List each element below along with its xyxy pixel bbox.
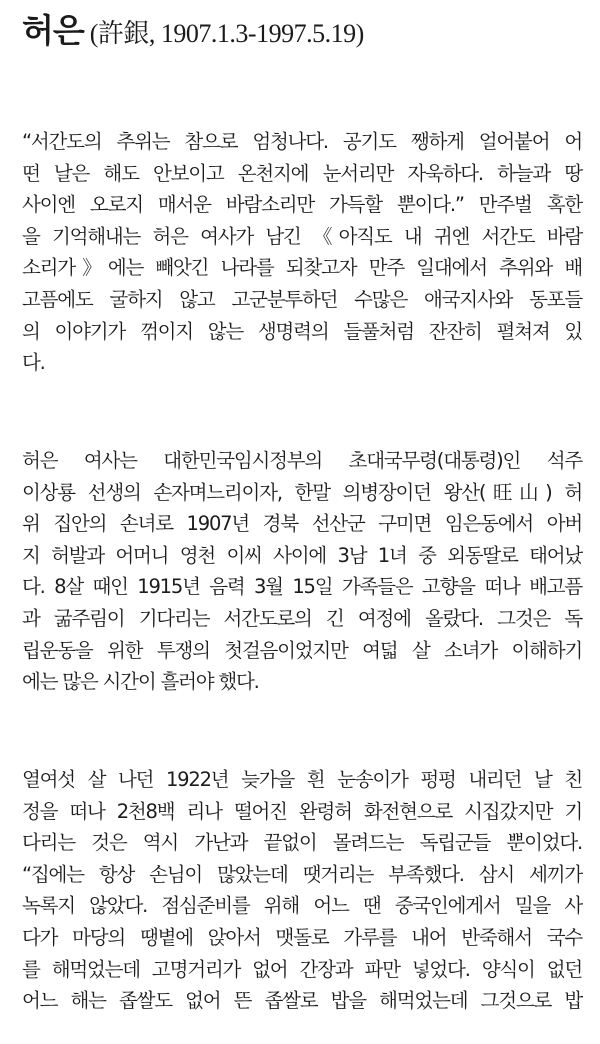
text-line: 립운동을 위한 투쟁의 첫걸음이었지만 여덟 살 소녀가 이해하기 (22, 638, 582, 662)
person-name: 허은 (22, 11, 84, 50)
paragraph-3 (22, 764, 582, 1017)
person-dates: (許銀, 1907.1.3-1997.5.19) (89, 19, 364, 48)
text-line: 의 이야기가 꺾이지 않는 생명력의 들풀처럼 잔잔히 펼쳐져 있 (22, 319, 582, 343)
paragraph-1 (22, 126, 582, 379)
text-line: 을 기억해내는 허은 여사가 남긴 《아직도 내 귀엔 서간도 바람 (22, 224, 582, 248)
text-line: 를 해먹었는데 고명거리가 없어 간장과 파만 넣었다. 양식이 없던 (22, 957, 582, 981)
text-line: 다. 8살 때인 1915년 음력 3월 15일 가족들은 고향을 떠나 배고픔 (22, 575, 582, 599)
text-line: 어느 해는 좁쌀도 없어 뜬 좁쌀로 밥을 해먹었는데 그것으로 밥 (22, 989, 582, 1013)
page-title (22, 11, 364, 50)
text-line: 사이엔 오로지 매서운 바람소리만 가득할 뿐이다.” 만주벌 혹한 (22, 193, 582, 217)
text-line: 허은 여사는 대한민국임시정부의 초대국무령(대통령)인 석주 (22, 449, 582, 472)
text-line: 지 허발과 어머니 영천 이씨 사이에 3남 1녀 중 외동딸로 태어났 (22, 543, 582, 567)
text-line: 소리가》에는 빼앗긴 나라를 되찾고자 만주 일대에서 추위와 배 (22, 256, 582, 280)
text-line: 에는 많은 시간이 흘러야 했다. (22, 670, 259, 694)
text-line: 정을 떠나 2천8백 리나 떨어진 완령허 화전현으로 시집갔지만 기 (22, 799, 582, 823)
text-line: 고픔에도 굴하지 않고 고군분투하던 수많은 애국지사와 동포들 (22, 287, 582, 311)
text-line: 열여섯 살 나던 1922년 늦가을 흰 눈송이가 펑펑 내리던 날 친 (22, 768, 582, 791)
text-line: 녹록지 않았다. 점심준비를 위해 어느 땐 중국인에게서 밀을 사 (22, 894, 582, 918)
paragraph-2 (22, 445, 582, 698)
text-line: 과 굶주림이 기다리는 서간도로의 긴 여정에 올랐다. 그것은 독 (22, 606, 582, 630)
text-line: 위 집안의 손녀로 1907년 경북 선산군 구미면 임은동에서 아버 (22, 512, 582, 536)
text-line: “집에는 항상 손님이 많았는데 땟거리는 부족했다. 삼시 세끼가 (22, 862, 582, 886)
text-line: 떤 날은 해도 안보이고 온천지에 눈서리만 자욱하다. 하늘과 땅 (22, 161, 582, 185)
text-line: 이상룡 선생의 손자며느리이자, 한말 의병장이던 왕산(旺山) 허 (22, 480, 582, 504)
text-line: “서간도의 추위는 참으로 엄청나다. 공기도 쨍하게 얼어붙어 어 (22, 130, 582, 153)
text-line: 다. (22, 351, 45, 375)
text-line: 다가 마당의 땡볕에 앉아서 맷돌로 가루를 내어 반죽해서 국수 (22, 925, 582, 949)
text-line: 다리는 것은 역시 가난과 끝없이 몰려드는 독립군들 뿐이었다. (22, 831, 582, 855)
